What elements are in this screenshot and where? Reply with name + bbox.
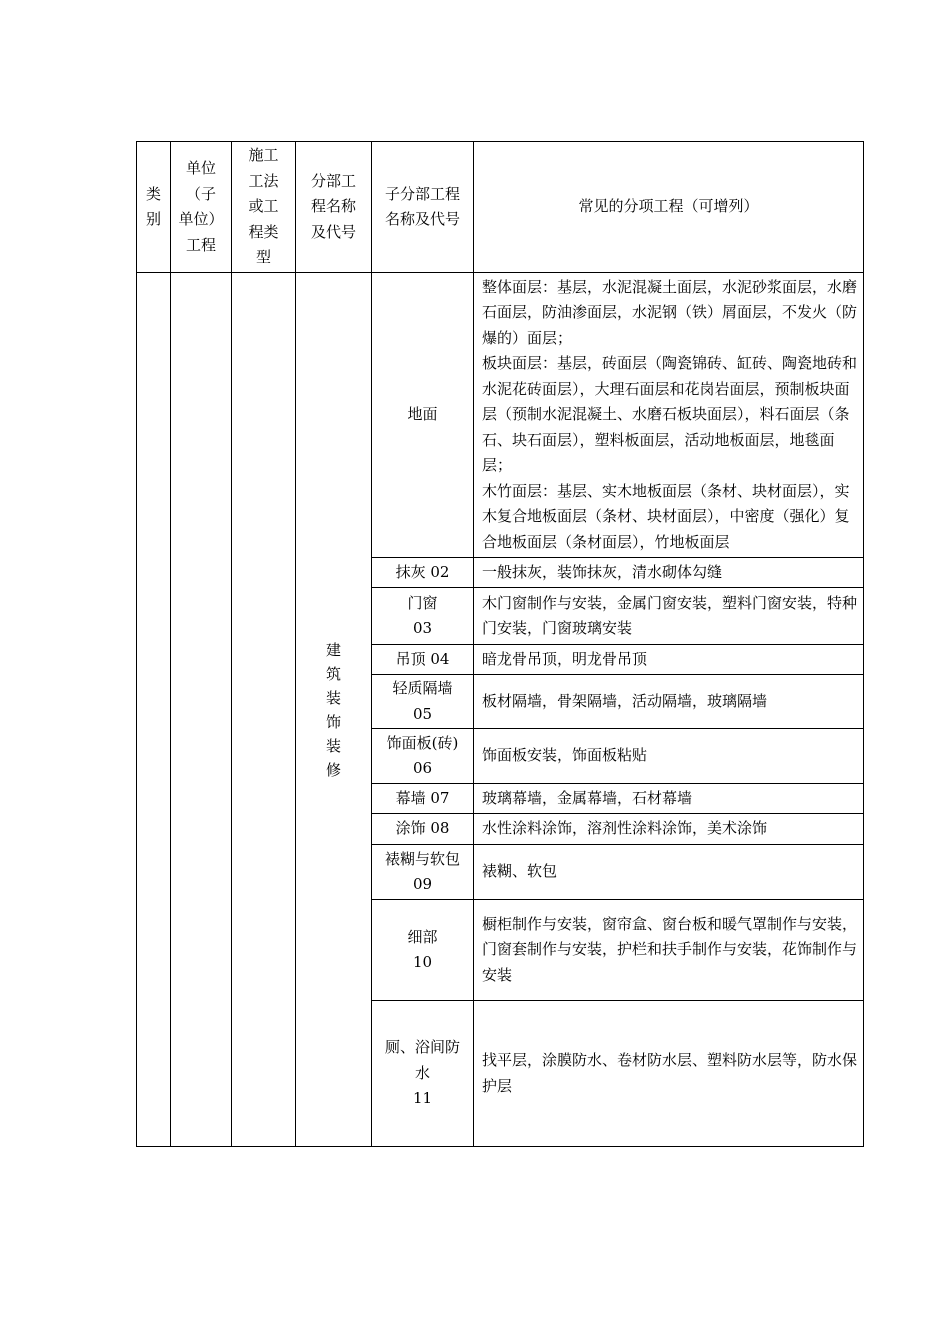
category-cell	[137, 273, 171, 1147]
header-category: 类 别	[137, 142, 171, 273]
items-cell: 饰面板安装，饰面板粘贴	[474, 729, 864, 784]
subdivision-cell: 裱糊与软包 09	[372, 845, 474, 900]
items-cell: 整体面层：基层，水泥混凝土面层，水泥砂浆面层，水磨石面层，防油渗面层，水泥钢（铁）屑面层，不发火（防爆的）面层； 板块面层：基层，砖面层（陶瓷锦砖、缸砖、陶瓷地砖和水泥花砖面层），大理石面层和花岗岩面层，预制板块面层（预制水泥混凝土、水磨石板块面层），料石面层（条石、块石面层），塑料板面层，活动地板面层，地毯面层； 木竹面层：基层、实木地板面层（条材、块材面层），实木复合地板面层（条材、块材面层），中密度（强化）复合地板面层（条材面层），竹地板面层	[474, 273, 864, 558]
subdivision-cell: 门窗 03	[372, 588, 474, 645]
subdivision-cell: 地面	[372, 273, 474, 558]
header-row	[137, 142, 864, 273]
items-cell: 一般抹灰，装饰抹灰，清水砌体勾缝	[474, 558, 864, 588]
construction-method-cell	[232, 273, 296, 1147]
subdivision-table	[136, 141, 864, 1147]
header-unit-project: 单位 （子 单位） 工程	[171, 142, 232, 273]
division-char: 筑	[325, 664, 341, 683]
header-division-name: 分部工 程名称 及代号	[296, 142, 372, 273]
header-construction-method: 施工 工法 或工 程类 型	[232, 142, 296, 273]
division-char: 装	[325, 688, 341, 707]
division-name-cell	[296, 273, 372, 1147]
subdivision-cell: 厕、浴间防 水 11	[372, 1001, 474, 1147]
subdivision-cell: 抹灰 02	[372, 558, 474, 588]
subdivision-cell: 涂饰 08	[372, 814, 474, 845]
items-cell: 玻璃幕墙，金属幕墙，石材幕墙	[474, 784, 864, 814]
subdivision-cell: 饰面板(砖) 06	[372, 729, 474, 784]
items-cell: 板材隔墙，骨架隔墙，活动隔墙，玻璃隔墙	[474, 675, 864, 729]
division-char: 饰	[325, 712, 341, 731]
items-cell: 水性涂料涂饰，溶剂性涂料涂饰，美术涂饰	[474, 814, 864, 845]
subdivision-cell: 轻质隔墙 05	[372, 675, 474, 729]
items-cell: 橱柜制作与安装，窗帘盒、窗台板和暖气罩制作与安装，门窗套制作与安装，护栏和扶手制作与安装，花饰制作与安装	[474, 900, 864, 1001]
subdivision-cell: 吊顶 04	[372, 645, 474, 675]
items-cell: 找平层，涂膜防水、卷材防水层、塑料防水层等，防水保护层	[474, 1001, 864, 1147]
table-row	[137, 273, 864, 558]
division-char: 修	[325, 760, 341, 779]
subdivision-cell: 幕墙 07	[372, 784, 474, 814]
subdivision-cell: 细部 10	[372, 900, 474, 1001]
items-cell: 裱糊、软包	[474, 845, 864, 900]
items-cell: 木门窗制作与安装，金属门窗安装，塑料门窗安装，特种门安装，门窗玻璃安装	[474, 588, 864, 645]
items-cell: 暗龙骨吊顶，明龙骨吊顶	[474, 645, 864, 675]
unit-project-cell	[171, 273, 232, 1147]
header-common-items: 常见的分项工程（可增列）	[474, 142, 864, 273]
division-char: 建	[325, 640, 341, 659]
division-char: 装	[325, 736, 341, 755]
header-subdivision-name: 子分部工程 名称及代号	[372, 142, 474, 273]
